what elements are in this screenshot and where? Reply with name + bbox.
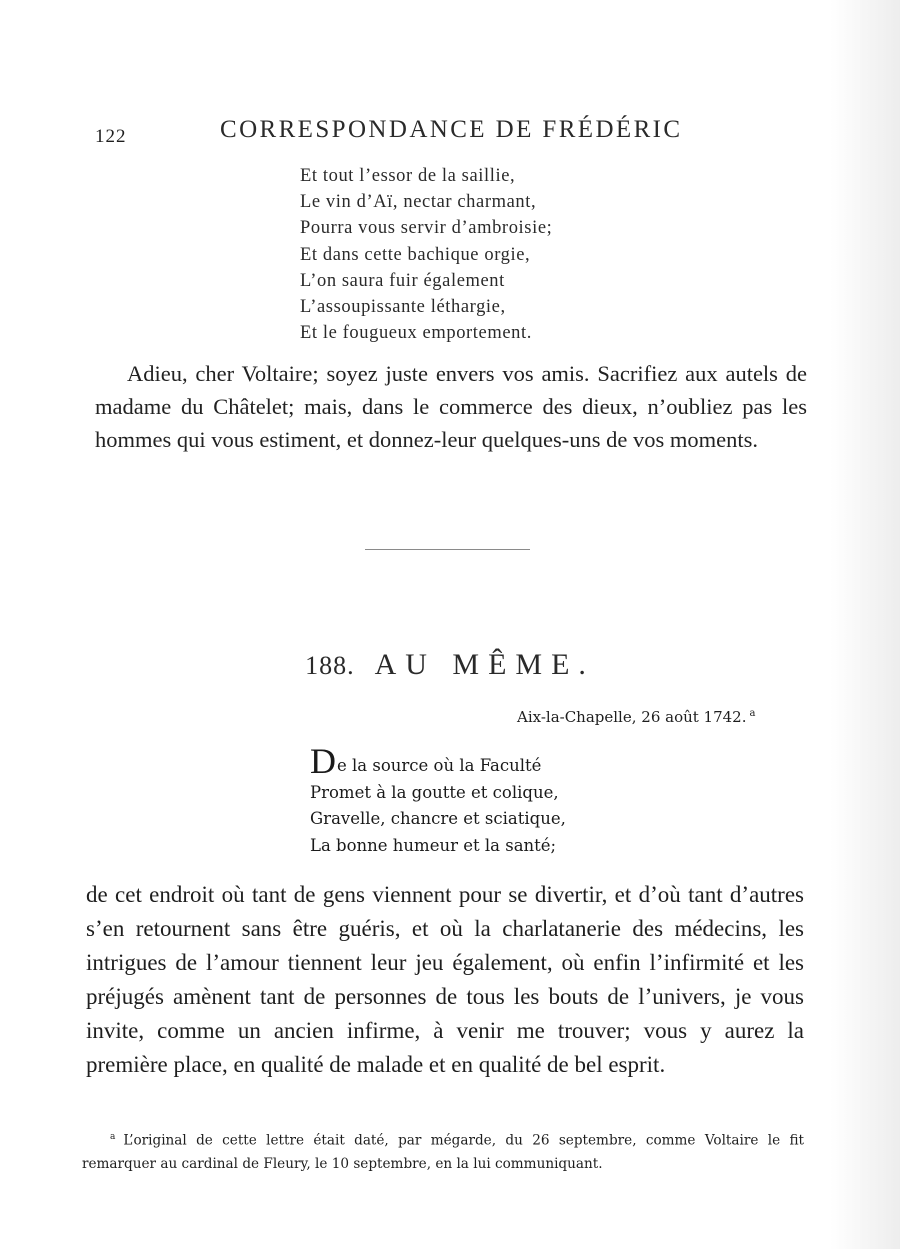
dateline-text: Aix-la-Chapelle, 26 août 1742.: [517, 708, 747, 726]
letter-body-paragraph: de cet endroit où tant de gens viennent pour se divertir, et d’où tant d’autres s’en retournent sans être guéris, et où la charlatanerie des médecins, les intrigues de l’amour tiennent leur jeu également, où enfin l’infirmité et les préjugés amènent tant de personnes de tous les bouts de l’univers, je vous invite, comme un ancien infirme, à venir me trouver; vous y aurez la première place, en qualité de malade et en qualité de bel esprit.: [86, 882, 804, 1077]
verse-line: Gravelle, chancre et sciatique,: [310, 809, 566, 828]
verse-line: Et tout l’essor de la saillie,: [300, 166, 516, 186]
letter-heading: [0, 648, 900, 682]
dateline: [517, 708, 755, 726]
verse-line-rest: e la source où la Faculté: [337, 756, 542, 775]
running-head: CORRESPONDANCE DE FRÉDÉRIC: [220, 116, 683, 143]
closing-paragraph: Adieu, cher Voltaire; soyez juste envers vos amis. Sacrifiez aux autels de madame du Châtelet; mais, dans le commerce des dieux, n’oubliez pas les hommes qui vous estiment, et donnez-leur quelques-uns de vos moments.: [95, 361, 807, 452]
page-header: [0, 116, 900, 150]
page-number: 122: [95, 126, 127, 147]
page-edge-shadow: [830, 0, 900, 1249]
footnote: [82, 1126, 804, 1176]
verse-line: Promet à la goutte et colique,: [310, 782, 559, 802]
footnote-marker: a: [110, 1132, 116, 1142]
letter-number: 188.: [305, 651, 355, 680]
verse-line: La bonne humeur et la santé;: [310, 835, 557, 855]
verse-stanza-1: [300, 163, 552, 346]
footnote-text: L’original de cette lettre était daté, par mégarde, du 26 septembre, comme Voltaire le fit remarquer au cardinal de Fleury, le 10 septembre, en la lui communiquant.: [82, 1132, 804, 1172]
section-divider: [365, 549, 530, 550]
footnote-marker: a: [749, 708, 756, 719]
verse-line: L’assoupissante léthargie,: [300, 297, 506, 318]
verse-line: Et le fougueux emportement.: [300, 323, 532, 344]
verse-line: Le vin d’Aï, nectar charmant,: [300, 192, 537, 213]
verse-line: Et dans cette bachique orgie,: [300, 244, 531, 265]
verse-line: [310, 741, 566, 781]
verse-stanza-2: [310, 741, 566, 859]
letter-addressee: AU MÊME.: [374, 648, 595, 681]
verse-line: L’on saura fuir également: [300, 270, 505, 291]
verse-line: Pourra vous servir d’ambroisie;: [300, 218, 553, 239]
drop-cap: D: [310, 741, 336, 781]
